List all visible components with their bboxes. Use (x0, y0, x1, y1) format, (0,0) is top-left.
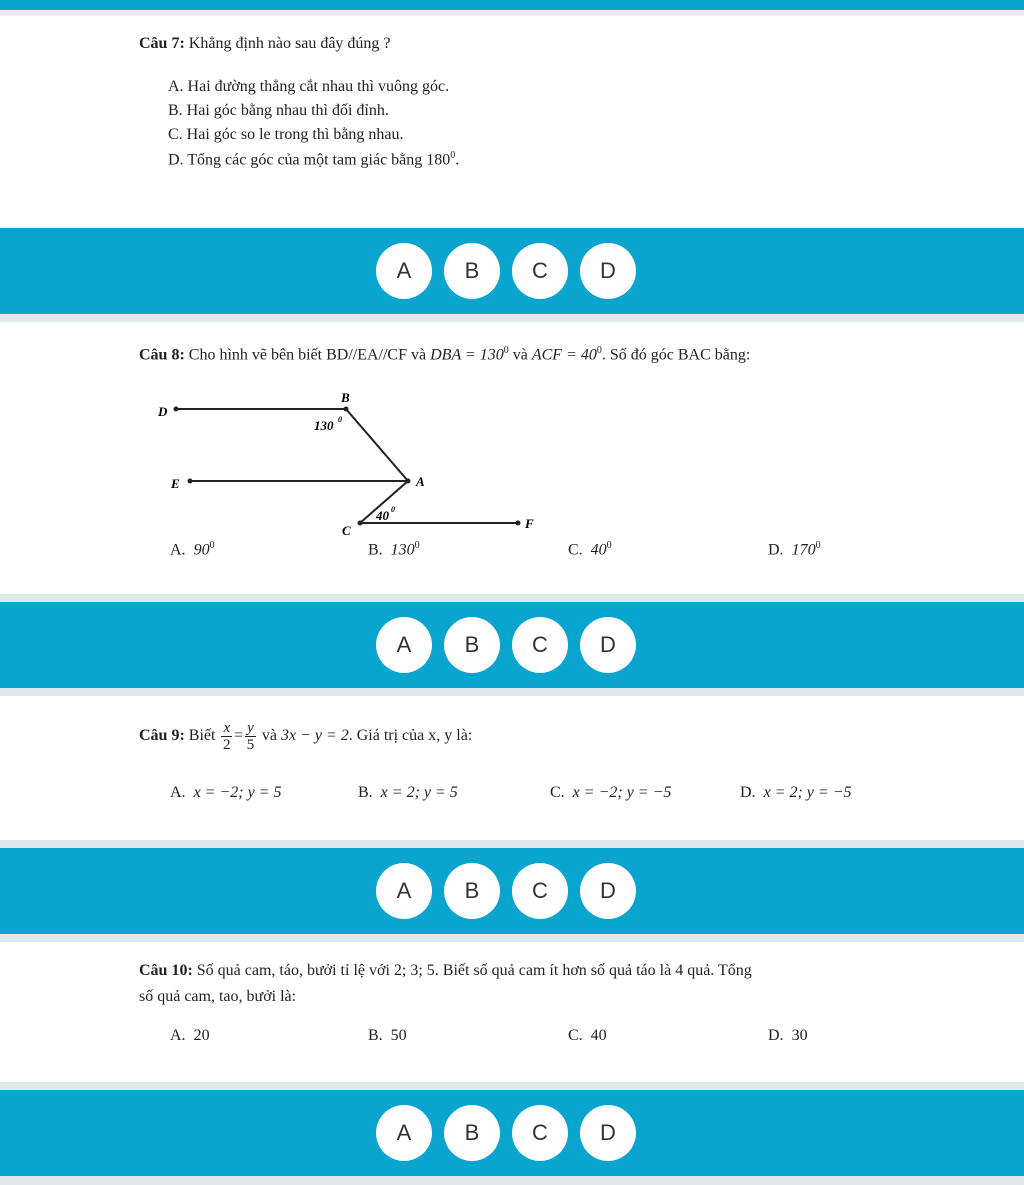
option-value: 130 (390, 541, 415, 559)
degree-sup: 0 (606, 540, 612, 551)
band-divider (0, 314, 1024, 322)
option-letter: B. (368, 541, 383, 559)
band-divider (0, 688, 1024, 696)
question-10-line1: Số quả cam, táo, bưởi tỉ lệ với 2; 3; 5. Biết số quả cam ít hơn số quả táo là 4 quả. Tổng (196, 962, 752, 979)
label-b: B (341, 390, 350, 405)
fraction-denominator: 5 (246, 737, 255, 753)
band-divider (0, 1082, 1024, 1090)
question-8-text-b: và (508, 346, 532, 364)
answer-button-d[interactable]: D (580, 863, 636, 919)
geometry-figure (140, 385, 560, 545)
question-7-label: Câu 7: (139, 35, 185, 52)
angle-degree: 0 (338, 415, 342, 424)
q10-option-b (368, 1027, 407, 1045)
point-d (174, 407, 179, 412)
question-8-expr1: DBA = 130 (430, 346, 504, 364)
question-9 (139, 720, 472, 753)
answer-band-q7 (0, 228, 1024, 314)
option-value: 50 (390, 1027, 407, 1044)
q8-option-b (368, 540, 420, 559)
point-a (406, 479, 411, 484)
answer-button-b[interactable]: B (444, 617, 500, 673)
question-9-expr: 3x − y = 2 (280, 727, 349, 745)
point-e (188, 479, 193, 484)
question-9-text-b: và (261, 727, 277, 745)
line-ba (346, 409, 408, 481)
q9-option-d (740, 784, 851, 802)
q10-option-c (568, 1027, 607, 1045)
q10-option-a (170, 1027, 210, 1045)
q9-option-c (550, 784, 671, 802)
top-bar-shadow (0, 10, 1024, 16)
question-8-label: Câu 8: (139, 346, 185, 364)
question-9-label: Câu 9: (139, 727, 185, 745)
angle-label-40: 40 (376, 508, 389, 523)
band-divider (0, 1176, 1024, 1185)
fraction-numerator: y (247, 720, 254, 736)
option-letter: C. (550, 784, 565, 801)
label-c: C (342, 523, 351, 538)
answer-button-c[interactable]: C (512, 863, 568, 919)
label-d: D (158, 404, 168, 419)
q10-option-d (768, 1027, 808, 1045)
q8-option-a (170, 540, 215, 559)
q7-option-d-value: 180 (426, 151, 451, 169)
q7-option-a: A. Hai đường thẳng cắt nhau thì vuông góc. (168, 78, 450, 95)
question-9-text-c: . Giá trị của x, y là: (348, 727, 473, 745)
answer-band-q8 (0, 602, 1024, 688)
q9-option-a (170, 784, 281, 802)
band-divider (0, 840, 1024, 848)
label-f: F (525, 516, 534, 531)
option-letter: D. (768, 1027, 784, 1044)
q7-option-d (168, 150, 459, 169)
point-f (516, 521, 521, 526)
option-letter: C. (568, 541, 583, 559)
band-divider (0, 934, 1024, 942)
question-8-text-c: . Số đó góc BAC bằng: (601, 346, 751, 364)
question-10 (139, 960, 752, 982)
option-letter: A. (170, 1027, 186, 1044)
answer-button-d[interactable]: D (580, 243, 636, 299)
degree-sup: 0 (414, 540, 420, 551)
answer-button-b[interactable]: B (444, 1105, 500, 1161)
fraction-y-over-5 (245, 720, 256, 753)
label-e: E (171, 476, 180, 491)
option-letter: A. (170, 541, 186, 559)
option-value: 20 (193, 1027, 210, 1044)
answer-button-a[interactable]: A (376, 617, 432, 673)
question-7 (139, 33, 391, 55)
question-8-expr2: ACF = 40 (531, 346, 597, 364)
option-value: 30 (791, 1027, 808, 1044)
band-divider (0, 594, 1024, 602)
point-b (344, 407, 349, 412)
q7-option-d-text: D. Tổng các góc của một tam giác bằng (168, 151, 427, 169)
q9-option-b (358, 784, 458, 802)
question-8 (139, 340, 750, 366)
answer-button-d[interactable]: D (580, 1105, 636, 1161)
option-value: x = 2; y = −5 (763, 784, 852, 801)
fraction-x-over-2 (221, 720, 232, 753)
question-9-text-a: Biết (188, 727, 216, 745)
equals-sign: = (234, 727, 244, 745)
label-a: A (416, 474, 425, 489)
question-10-label: Câu 10: (139, 962, 193, 979)
angle-label-130: 130 (314, 418, 334, 433)
answer-button-b[interactable]: B (444, 243, 500, 299)
degree-sup: 0 (596, 345, 602, 356)
answer-button-c[interactable]: C (512, 243, 568, 299)
q8-option-d (768, 540, 821, 559)
option-letter: D. (740, 784, 756, 801)
top-bar (0, 0, 1024, 10)
point-c (358, 521, 363, 526)
answer-button-b[interactable]: B (444, 863, 500, 919)
option-value: x = −2; y = 5 (193, 784, 282, 801)
option-value: 170 (791, 541, 816, 559)
answer-button-d[interactable]: D (580, 617, 636, 673)
option-value: x = 2; y = 5 (380, 784, 458, 801)
option-value: 90 (193, 541, 210, 559)
option-letter: B. (368, 1027, 383, 1044)
degree-sup: 0 (503, 345, 509, 356)
question-8-text-a: Cho hình vẽ bên biết BD//EA//CF và (188, 346, 431, 364)
option-letter: B. (358, 784, 373, 801)
answer-band-q10 (0, 1090, 1024, 1176)
answer-button-c[interactable]: C (512, 1105, 568, 1161)
question-7-text: Khẳng định nào sau đây đúng ? (188, 35, 391, 52)
degree-sup: 0 (815, 540, 821, 551)
fraction-denominator: 2 (223, 737, 231, 753)
answer-button-c[interactable]: C (512, 617, 568, 673)
fraction-numerator: x (223, 720, 231, 736)
option-letter: A. (170, 784, 186, 801)
question-10-line2: số quả cam, tao, bưởi là: (139, 988, 297, 1005)
answer-button-a[interactable]: A (376, 863, 432, 919)
q7-option-d-end: . (455, 151, 460, 169)
answer-band-q9 (0, 848, 1024, 934)
answer-button-a[interactable]: A (376, 1105, 432, 1161)
option-letter: C. (568, 1027, 583, 1044)
option-value: 40 (590, 1027, 607, 1044)
option-value: x = −2; y = −5 (572, 784, 672, 801)
answer-button-a[interactable]: A (376, 243, 432, 299)
angle-degree: 0 (391, 505, 395, 514)
q8-option-c (568, 540, 612, 559)
option-letter: D. (768, 541, 784, 559)
degree-sup: 0 (209, 540, 215, 551)
option-value: 40 (590, 541, 607, 559)
degree-sup: 0 (450, 150, 456, 161)
q7-option-b: B. Hai góc bằng nhau thì đối đỉnh. (168, 102, 389, 119)
q7-option-c: C. Hai góc so le trong thì bằng nhau. (168, 126, 404, 143)
